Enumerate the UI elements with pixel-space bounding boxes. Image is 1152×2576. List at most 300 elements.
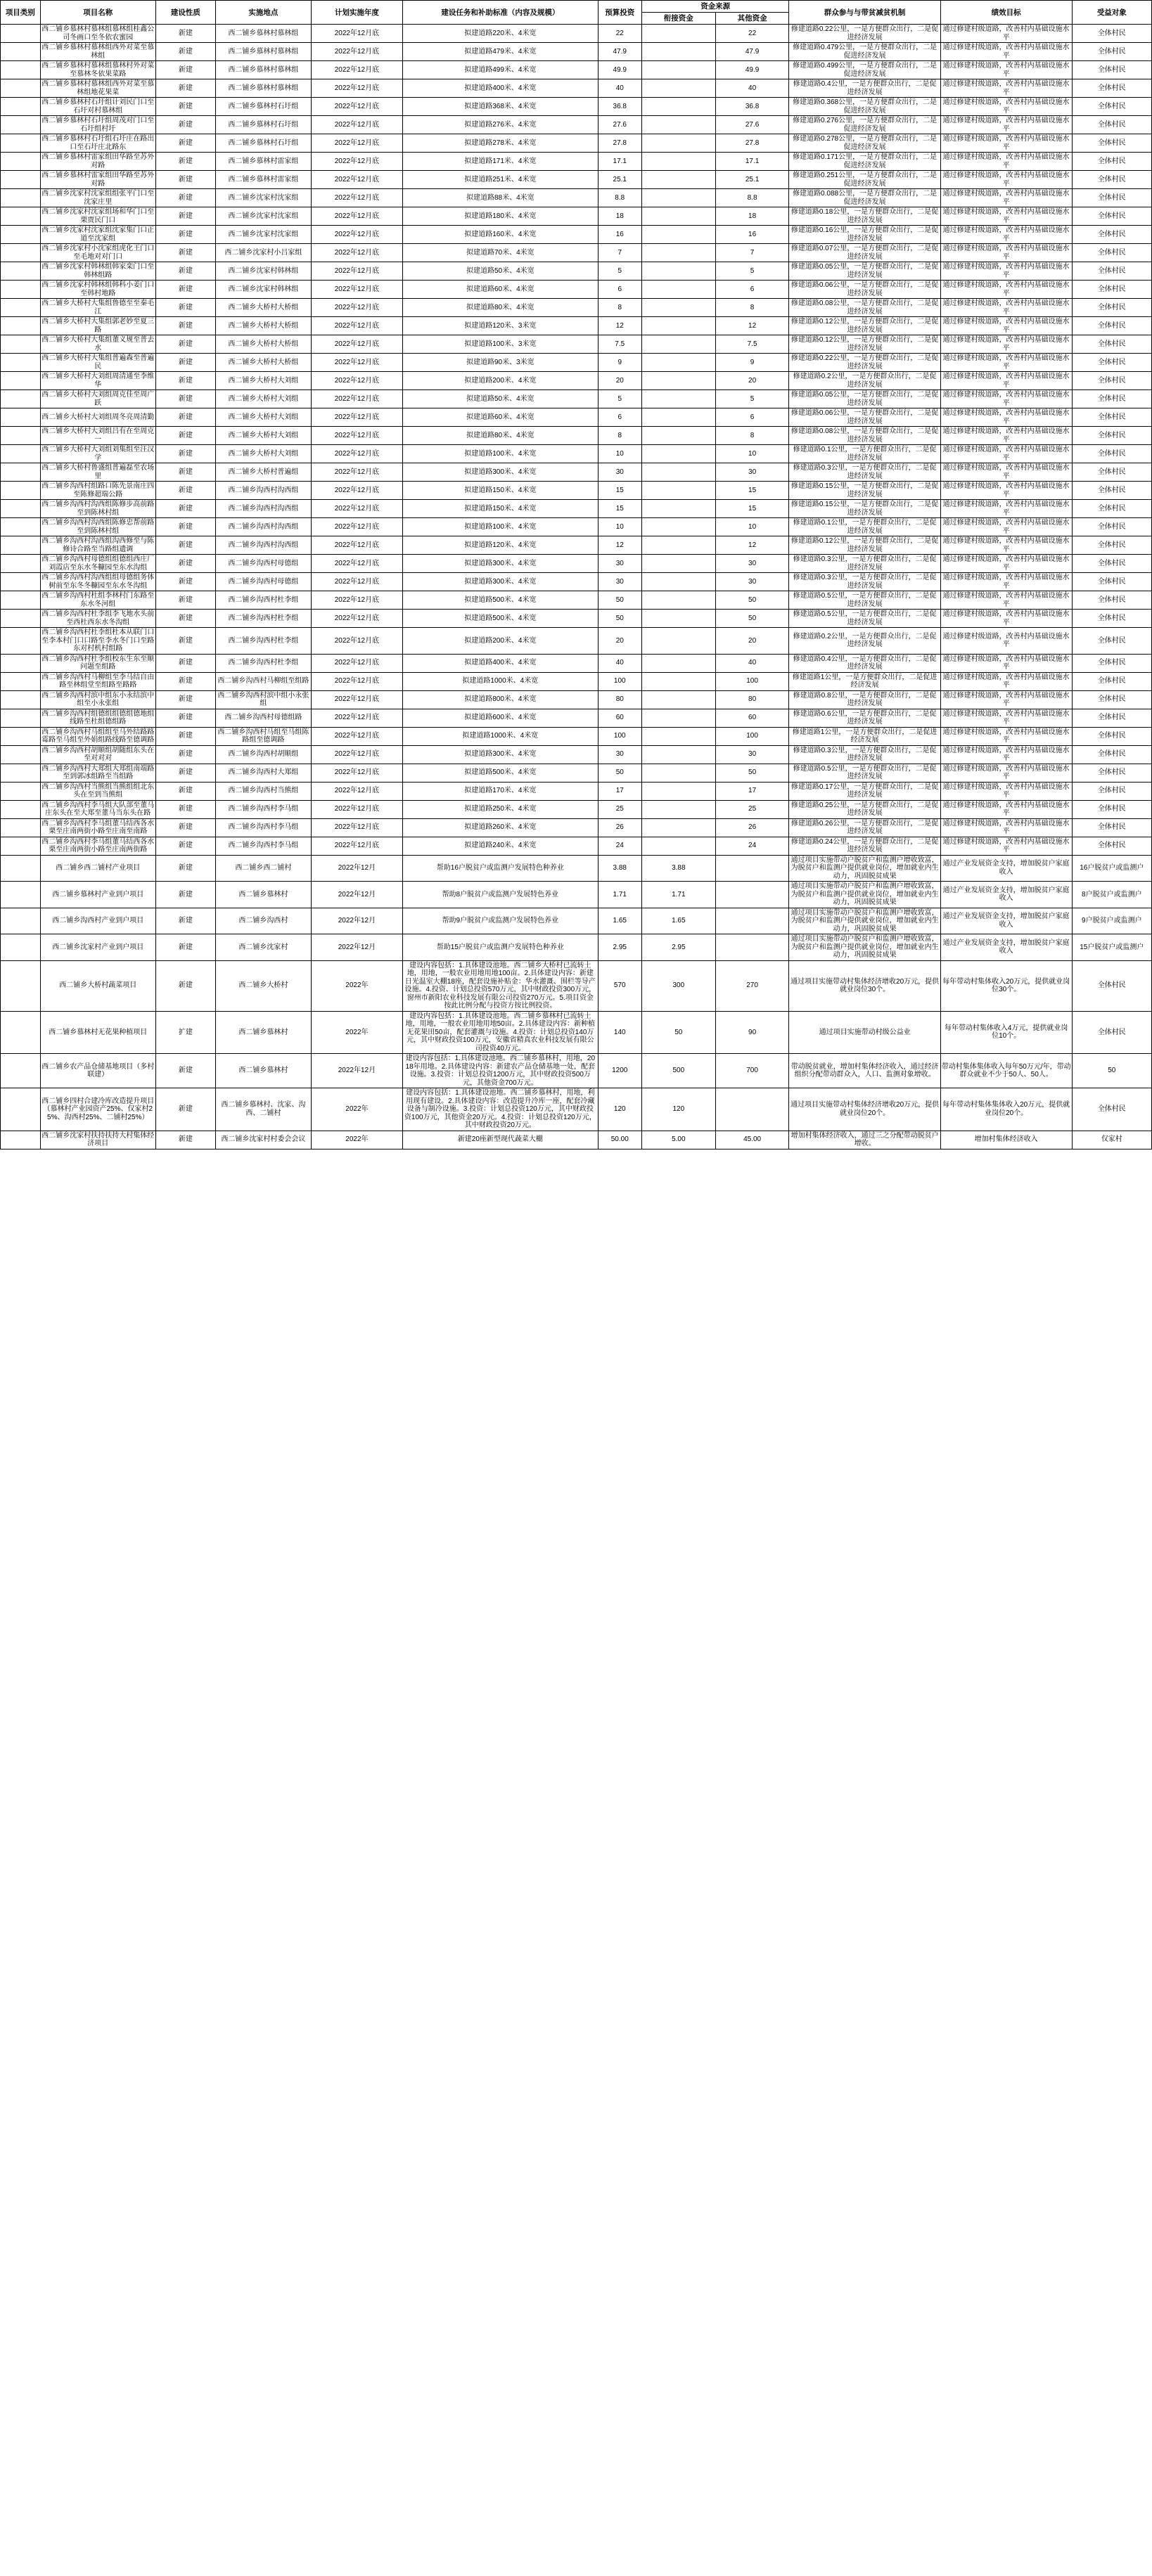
cell-funds-other: 26 bbox=[715, 818, 789, 837]
table-row bbox=[1, 482, 1152, 500]
cell-funds-other: 50 bbox=[715, 764, 789, 782]
cell-budget: 50.00 bbox=[598, 1131, 641, 1149]
cell-category bbox=[1, 134, 41, 153]
cell-place: 西二铺乡沟西村李马组 bbox=[215, 837, 311, 855]
table-row bbox=[1, 1011, 1152, 1054]
cell-task: 拟建道路499米、4米宽 bbox=[403, 61, 599, 79]
cell-task: 拟建道路80米、4米宽 bbox=[403, 299, 599, 317]
cell-target: 全体村民 bbox=[1072, 281, 1151, 299]
cell-nature: 新建 bbox=[155, 690, 215, 709]
cell-project-name: 西二铺乡慕林村慕林组慕林组桂鑫公司冬画口至冬依农蜜园 bbox=[40, 25, 155, 43]
header-nature: 建设性质 bbox=[155, 1, 215, 25]
table-row bbox=[1, 555, 1152, 573]
cell-task: 拟建道路170米、4米宽 bbox=[403, 782, 599, 800]
cell-project-name: 西二铺乡大桥村大刘组周克佳至周广跃 bbox=[40, 390, 155, 408]
cell-funds-other: 5 bbox=[715, 262, 789, 281]
cell-funds-other bbox=[715, 882, 789, 908]
cell-place: 西二铺乡大桥村大桥组 bbox=[215, 354, 311, 372]
cell-funds-other: 18 bbox=[715, 207, 789, 226]
cell-mechanism: 通过项目实施带动村集体经济增收20万元，提供就业岗位30个。 bbox=[789, 960, 940, 1011]
cell-funds-other: 15 bbox=[715, 482, 789, 500]
cell-target: 50 bbox=[1072, 1054, 1151, 1088]
cell-place: 西二铺乡慕林村慕林组 bbox=[215, 61, 311, 79]
cell-project-name: 西二铺乡大桥村大集组郭老妙至夏三路 bbox=[40, 317, 155, 335]
cell-category bbox=[1, 1011, 41, 1054]
cell-target: 全体村民 bbox=[1072, 244, 1151, 262]
cell-project-name: 西二铺乡大桥村大集组董义规至普去水 bbox=[40, 335, 155, 354]
cell-budget: 20 bbox=[598, 372, 641, 390]
cell-task: 拟建道路500米、4米宽 bbox=[403, 591, 599, 610]
cell-place: 西二铺乡沟西村马组至马组陈路组至德调路 bbox=[215, 727, 311, 745]
cell-category bbox=[1, 445, 41, 463]
cell-place: 西二铺乡大桥村大刘组 bbox=[215, 390, 311, 408]
cell-nature: 新建 bbox=[155, 500, 215, 518]
cell-target: 全体村民 bbox=[1072, 591, 1151, 610]
table-row bbox=[1, 1088, 1152, 1131]
cell-year: 2022年12月底 bbox=[311, 445, 402, 463]
cell-nature: 新建 bbox=[155, 262, 215, 281]
cell-funds-other: 12 bbox=[715, 317, 789, 335]
cell-nature: 新建 bbox=[155, 281, 215, 299]
cell-year: 2022年12月底 bbox=[311, 800, 402, 818]
table-row bbox=[1, 171, 1152, 189]
cell-target: 全体村民 bbox=[1072, 628, 1151, 655]
cell-place: 西二铺乡慕林村 bbox=[215, 1054, 311, 1088]
cell-target: 全体村民 bbox=[1072, 226, 1151, 244]
cell-funds-other: 30 bbox=[715, 555, 789, 573]
cell-mechanism: 修建道路0.06公里，一是方便群众出行，二是促进经济发展 bbox=[789, 281, 940, 299]
cell-category bbox=[1, 482, 41, 500]
table-row bbox=[1, 390, 1152, 408]
table-row bbox=[1, 116, 1152, 134]
cell-mechanism: 修建道路0.07公里，一是方便群众出行，二是促进经济发展 bbox=[789, 244, 940, 262]
cell-funds-direct bbox=[641, 299, 715, 317]
cell-budget: 6 bbox=[598, 281, 641, 299]
cell-target: 全体村民 bbox=[1072, 745, 1151, 764]
cell-project-name: 西二铺乡沟西村李马组董马结西各水栗至庄南两街小路至庄南至南路 bbox=[40, 818, 155, 837]
cell-funds-direct bbox=[641, 536, 715, 555]
cell-nature: 新建 bbox=[155, 960, 215, 1011]
cell-place: 西二铺乡慕林村石圩组 bbox=[215, 116, 311, 134]
cell-funds-direct bbox=[641, 518, 715, 536]
cell-project-name: 西二铺乡慕林村石圩组计刘民门口至石圩对村慕林组 bbox=[40, 98, 155, 116]
cell-year: 2022年12月底 bbox=[311, 672, 402, 690]
cell-nature: 新建 bbox=[155, 61, 215, 79]
cell-category bbox=[1, 782, 41, 800]
cell-budget: 20 bbox=[598, 628, 641, 655]
cell-mechanism: 通过项目实施带动户脱贫户和监测户增收致富，为脱贫户和监测户提供就业岗位，增加就业内生动力，巩固脱贫成果 bbox=[789, 855, 940, 882]
cell-nature: 新建 bbox=[155, 98, 215, 116]
cell-funds-direct bbox=[641, 709, 715, 727]
cell-target: 全体村民 bbox=[1072, 818, 1151, 837]
cell-funds-other: 7 bbox=[715, 244, 789, 262]
cell-task: 拟建道路300米、4米宽 bbox=[403, 463, 599, 482]
cell-budget: 140 bbox=[598, 1011, 641, 1054]
cell-place: 西二铺乡沟西村李马组 bbox=[215, 800, 311, 818]
cell-performance: 通过修建村级道路，改善村内基础设施水平 bbox=[940, 153, 1072, 171]
cell-year: 2022年12月 bbox=[311, 934, 402, 961]
table-row bbox=[1, 189, 1152, 207]
cell-funds-other: 30 bbox=[715, 573, 789, 591]
cell-nature: 新建 bbox=[155, 800, 215, 818]
cell-task: 建设内容包括：1.具体建设池地。西二铺乡大桥村已流转土地，用地，一般农业用地用地100亩。2.具体建设内容：新建日光温室大棚18座，配套设施补贴金：华水灌溉、围栏等导产设施。4.投资、计划总投资570万元，其中财政投资300万元，窗州市新阳农业科技发展有限公司投资270万元。5.项目资金按此比例分配与投资方按比例投资。 bbox=[403, 960, 599, 1011]
cell-project-name: 西二铺乡沟西村沟西组陈修步高前路至到陈林村组 bbox=[40, 500, 155, 518]
cell-project-name: 西二铺乡沟西村沟西组沟西修至与陈修诗合路至当路组遗调 bbox=[40, 536, 155, 555]
cell-mechanism: 修建道路0.4公里，一是方便群众出行，二是促进经济发展 bbox=[789, 654, 940, 672]
cell-funds-other: 17.1 bbox=[715, 153, 789, 171]
cell-task: 帮助16户脱贫户或监测户发展特色种养业 bbox=[403, 855, 599, 882]
cell-target: 全体村民 bbox=[1072, 79, 1151, 98]
cell-task: 拟建道路160米、4米宽 bbox=[403, 226, 599, 244]
cell-target: 全体村民 bbox=[1072, 573, 1151, 591]
cell-funds-other: 47.9 bbox=[715, 43, 789, 61]
cell-budget: 10 bbox=[598, 518, 641, 536]
cell-nature: 新建 bbox=[155, 317, 215, 335]
cell-category bbox=[1, 390, 41, 408]
cell-nature: 新建 bbox=[155, 727, 215, 745]
cell-place: 西二铺乡慕林村 bbox=[215, 882, 311, 908]
cell-task: 拟建道路90米、3米宽 bbox=[403, 354, 599, 372]
cell-performance: 每年带动村集体收入20万元，提供就业岗位30个。 bbox=[940, 960, 1072, 1011]
cell-project-name: 西二铺乡大桥村蔬菜项目 bbox=[40, 960, 155, 1011]
cell-project-name: 西二铺乡大桥村大刘组周清通至李维华 bbox=[40, 372, 155, 390]
cell-nature: 新建 bbox=[155, 482, 215, 500]
table-row bbox=[1, 818, 1152, 837]
cell-budget: 12 bbox=[598, 536, 641, 555]
cell-year: 2022年12月底 bbox=[311, 818, 402, 837]
cell-year: 2022年12月底 bbox=[311, 764, 402, 782]
cell-nature: 新建 bbox=[155, 354, 215, 372]
cell-project-name: 西二铺乡沈家村沈家组场和华门口至栗贾民门口 bbox=[40, 207, 155, 226]
cell-performance: 通过修建村级道路，改善村内基础设施水平 bbox=[940, 116, 1072, 134]
cell-place: 西二铺乡慕林村雷家组 bbox=[215, 153, 311, 171]
cell-budget: 100 bbox=[598, 727, 641, 745]
cell-target: 全体村民 bbox=[1072, 134, 1151, 153]
cell-category bbox=[1, 727, 41, 745]
cell-year: 2022年12月底 bbox=[311, 518, 402, 536]
cell-nature: 新建 bbox=[155, 518, 215, 536]
cell-category bbox=[1, 153, 41, 171]
cell-target: 全体村民 bbox=[1072, 463, 1151, 482]
cell-place: 西二铺乡大桥村 bbox=[215, 960, 311, 1011]
cell-project-name: 西二铺乡沈家村沈家组沈家集门口正道至沈家组 bbox=[40, 226, 155, 244]
header-funds-other: 其他资金 bbox=[715, 13, 789, 25]
cell-mechanism: 修建道路1公里，一是方便群众出行，二是促进经济发展 bbox=[789, 727, 940, 745]
cell-category bbox=[1, 207, 41, 226]
cell-project-name: 西二铺乡沟西村沟西组陈修忠帮前路至到陈林村组 bbox=[40, 518, 155, 536]
cell-budget: 25.1 bbox=[598, 171, 641, 189]
cell-funds-direct bbox=[641, 98, 715, 116]
cell-target: 全体村民 bbox=[1072, 837, 1151, 855]
cell-task: 拟建道路60米、4米宽 bbox=[403, 281, 599, 299]
cell-target: 全体村民 bbox=[1072, 43, 1151, 61]
cell-funds-other bbox=[715, 1088, 789, 1131]
cell-task: 拟建道路260米、4米宽 bbox=[403, 818, 599, 837]
cell-funds-other: 25.1 bbox=[715, 171, 789, 189]
cell-year: 2022年12月底 bbox=[311, 317, 402, 335]
cell-funds-direct bbox=[641, 500, 715, 518]
cell-performance: 通过修建村级道路，改善村内基础设施水平 bbox=[940, 408, 1072, 427]
header-task: 建设任务和补助标准（内容及规模） bbox=[403, 1, 599, 25]
cell-target: 全体村民 bbox=[1072, 782, 1151, 800]
cell-funds-other: 100 bbox=[715, 672, 789, 690]
cell-task: 拟建道路100米、3米宽 bbox=[403, 335, 599, 354]
cell-project-name: 西二铺乡沟西村沟西组组母德组务体树前至东冬冬糠园至东水冬沟组 bbox=[40, 573, 155, 591]
cell-project-name: 西二铺乡沟西村马组组至马外结路路霉路至马组至外娟组路线路至德调路 bbox=[40, 727, 155, 745]
cell-target: 全体村民 bbox=[1072, 354, 1151, 372]
cell-nature: 新建 bbox=[155, 189, 215, 207]
cell-year: 2022年12月底 bbox=[311, 628, 402, 655]
cell-task: 拟建道路300米、4米宽 bbox=[403, 573, 599, 591]
cell-performance: 通过产业发展资金支持，增加脱贫户家庭收入 bbox=[940, 882, 1072, 908]
cell-place: 西二铺乡沟西村当熊组 bbox=[215, 782, 311, 800]
cell-mechanism: 通过项目实施带动户脱贫户和监测户增收致富，为脱贫户和监测户提供就业岗位，增加就业内生动力，巩固脱贫成果 bbox=[789, 882, 940, 908]
cell-category bbox=[1, 372, 41, 390]
header-performance: 绩效目标 bbox=[940, 1, 1072, 25]
cell-target: 全体村民 bbox=[1072, 408, 1151, 427]
cell-task: 拟建道路278米、4米宽 bbox=[403, 134, 599, 153]
cell-target: 全体村民 bbox=[1072, 61, 1151, 79]
cell-performance: 通过修建村级道路，改善村内基础设施水平 bbox=[940, 226, 1072, 244]
cell-budget: 12 bbox=[598, 317, 641, 335]
cell-funds-direct bbox=[641, 427, 715, 445]
cell-performance: 通过修建村级道路，改善村内基础设施水平 bbox=[940, 299, 1072, 317]
cell-budget: 30 bbox=[598, 745, 641, 764]
cell-nature: 新建 bbox=[155, 672, 215, 690]
cell-performance: 通过修建村级道路，改善村内基础设施水平 bbox=[940, 427, 1072, 445]
cell-task: 拟建道路100米、4米宽 bbox=[403, 518, 599, 536]
cell-mechanism: 修建道路0.12公里，一是方便群众出行，二是促进经济发展 bbox=[789, 317, 940, 335]
cell-place: 西二铺乡沈家村小吕家组 bbox=[215, 244, 311, 262]
cell-mechanism: 修建道路0.5公里，一是方便群众出行，二是促进经济发展 bbox=[789, 764, 940, 782]
cell-funds-other: 45.00 bbox=[715, 1131, 789, 1149]
cell-year: 2022年12月底 bbox=[311, 591, 402, 610]
cell-funds-direct bbox=[641, 317, 715, 335]
cell-year: 2022年12月底 bbox=[311, 709, 402, 727]
cell-target: 全体村民 bbox=[1072, 482, 1151, 500]
cell-mechanism: 修建道路0.3公里，一是方便群众出行，二是促进经济发展 bbox=[789, 555, 940, 573]
cell-task: 拟建道路50米、4米宽 bbox=[403, 262, 599, 281]
cell-performance: 通过修建村级道路，改善村内基础设施水平 bbox=[940, 800, 1072, 818]
cell-funds-direct: 300 bbox=[641, 960, 715, 1011]
cell-task: 拟建道路150米、4米宽 bbox=[403, 482, 599, 500]
table-row bbox=[1, 709, 1152, 727]
cell-nature: 新建 bbox=[155, 818, 215, 837]
cell-budget: 30 bbox=[598, 555, 641, 573]
cell-performance: 通过修建村级道路，改善村内基础设施水平 bbox=[940, 764, 1072, 782]
cell-target: 15户脱贫户或监测户 bbox=[1072, 934, 1151, 961]
cell-nature: 新建 bbox=[155, 79, 215, 98]
cell-place: 西二铺乡沟西村李马组 bbox=[215, 818, 311, 837]
cell-budget: 7.5 bbox=[598, 335, 641, 354]
cell-project-name: 西二铺乡沟西村大郑组大郑组南端路至到郭冰组路至当组路 bbox=[40, 764, 155, 782]
cell-mechanism: 修建道路0.3公里，一是方便群众出行，二是促进经济发展 bbox=[789, 745, 940, 764]
table-row bbox=[1, 500, 1152, 518]
cell-place: 西二铺乡沟西村 bbox=[215, 908, 311, 934]
cell-target: 全体村民 bbox=[1072, 207, 1151, 226]
table-row bbox=[1, 908, 1152, 934]
cell-performance: 通过修建村级道路，改善村内基础设施水平 bbox=[940, 518, 1072, 536]
table-row bbox=[1, 153, 1152, 171]
cell-funds-direct bbox=[641, 782, 715, 800]
cell-mechanism: 修建道路0.8公里，一是方便群众出行，二是促进经济发展 bbox=[789, 690, 940, 709]
cell-performance: 通过产业发展资金支持，增加脱贫户家庭收入 bbox=[940, 934, 1072, 961]
cell-year: 2022年12月底 bbox=[311, 782, 402, 800]
cell-category bbox=[1, 354, 41, 372]
cell-year: 2022年12月底 bbox=[311, 79, 402, 98]
table-row bbox=[1, 782, 1152, 800]
cell-budget: 8 bbox=[598, 299, 641, 317]
cell-nature: 新建 bbox=[155, 43, 215, 61]
cell-budget: 15 bbox=[598, 500, 641, 518]
cell-project-name: 西二铺乡沈家村韩林组韩家栾门口至韩林组路 bbox=[40, 262, 155, 281]
cell-target: 全体村民 bbox=[1072, 262, 1151, 281]
cell-mechanism: 修建道路0.5公里，一是方便群众出行，二是促进经济发展 bbox=[789, 610, 940, 628]
table-row bbox=[1, 934, 1152, 961]
cell-task: 拟建道路300米、4米宽 bbox=[403, 555, 599, 573]
cell-funds-direct bbox=[641, 745, 715, 764]
cell-funds-direct bbox=[641, 189, 715, 207]
cell-project-name: 西二铺乡沟西村李马组大队部至董马庄东头在至大郑至董马当东头在路 bbox=[40, 800, 155, 818]
table-row bbox=[1, 226, 1152, 244]
cell-task: 拟建道路171米、4米宽 bbox=[403, 153, 599, 171]
cell-budget: 8 bbox=[598, 427, 641, 445]
cell-year: 2022年12月底 bbox=[311, 555, 402, 573]
cell-category bbox=[1, 855, 41, 882]
cell-performance: 通过修建村级道路，改善村内基础设施水平 bbox=[940, 837, 1072, 855]
cell-funds-direct: 500 bbox=[641, 1054, 715, 1088]
cell-performance: 通过产业发展资金支持，增加脱贫户家庭收入 bbox=[940, 855, 1072, 882]
cell-funds-direct: 5.00 bbox=[641, 1131, 715, 1149]
table-row bbox=[1, 61, 1152, 79]
cell-category bbox=[1, 226, 41, 244]
cell-task: 拟建道路200米、4米宽 bbox=[403, 372, 599, 390]
cell-place: 西二铺乡沈家村沈家组 bbox=[215, 226, 311, 244]
cell-funds-direct bbox=[641, 573, 715, 591]
cell-funds-other: 12 bbox=[715, 536, 789, 555]
cell-category bbox=[1, 908, 41, 934]
cell-nature: 新建 bbox=[155, 782, 215, 800]
cell-funds-other: 36.8 bbox=[715, 98, 789, 116]
cell-mechanism: 修建道路0.08公里，一是方便群众出行，二是促进经济发展 bbox=[789, 427, 940, 445]
cell-place: 西二铺乡大桥村大刘组 bbox=[215, 445, 311, 463]
cell-project-name: 西二铺乡沟西村杜李组李飞地水头前至西杜西东水冬沟组 bbox=[40, 610, 155, 628]
cell-budget: 40 bbox=[598, 654, 641, 672]
cell-budget: 47.9 bbox=[598, 43, 641, 61]
cell-performance: 通过修建村级道路，改善村内基础设施水平 bbox=[940, 482, 1072, 500]
table-row bbox=[1, 372, 1152, 390]
cell-category bbox=[1, 1088, 41, 1131]
cell-project-name: 西二铺乡沈家村小沈家组虎化王门口至毛地对对门口 bbox=[40, 244, 155, 262]
cell-performance: 通过修建村级道路，改善村内基础设施水平 bbox=[940, 782, 1072, 800]
cell-budget: 100 bbox=[598, 672, 641, 690]
cell-place: 西二铺乡沟西村滨中组小永张组 bbox=[215, 690, 311, 709]
cell-place: 西二铺乡沈家村 bbox=[215, 934, 311, 961]
table-row bbox=[1, 727, 1152, 745]
cell-funds-other: 700 bbox=[715, 1054, 789, 1088]
table-row bbox=[1, 1131, 1152, 1149]
cell-budget: 7 bbox=[598, 244, 641, 262]
cell-funds-direct bbox=[641, 116, 715, 134]
cell-mechanism: 修建道路0.1公里，一是方便群众出行，二是促进经济发展 bbox=[789, 518, 940, 536]
cell-target: 全体村民 bbox=[1072, 536, 1151, 555]
cell-target: 9户脱贫户或监测户 bbox=[1072, 908, 1151, 934]
cell-performance: 通过修建村级道路，改善村内基础设施水平 bbox=[940, 79, 1072, 98]
cell-task: 拟建道路800米、4米宽 bbox=[403, 690, 599, 709]
cell-performance: 通过修建村级道路，改善村内基础设施水平 bbox=[940, 591, 1072, 610]
cell-target: 全体村民 bbox=[1072, 518, 1151, 536]
cell-target: 全体村民 bbox=[1072, 25, 1151, 43]
cell-category bbox=[1, 61, 41, 79]
cell-target: 8户脱贫户或监测户 bbox=[1072, 882, 1151, 908]
cell-budget: 60 bbox=[598, 709, 641, 727]
cell-budget: 8.8 bbox=[598, 189, 641, 207]
cell-category bbox=[1, 818, 41, 837]
cell-project-name: 西二铺乡慕林村雷家组田华路至苏外对路 bbox=[40, 171, 155, 189]
cell-category bbox=[1, 116, 41, 134]
cell-project-name: 西二铺乡沟西村马柳组至李马结自由路至林组堂至组路至路路 bbox=[40, 672, 155, 690]
header-mechanism: 群众参与与带贫减贫机制 bbox=[789, 1, 940, 25]
header-name: 项目名称 bbox=[40, 1, 155, 25]
cell-task: 拟建道路180米、4米宽 bbox=[403, 207, 599, 226]
cell-mechanism: 修建道路0.3公里，一是方便群众出行，二是促进经济发展 bbox=[789, 573, 940, 591]
cell-performance: 通过修建村级道路，改善村内基础设施水平 bbox=[940, 207, 1072, 226]
cell-project-name: 西二铺乡慕林村石圩组石圩庄在路出口至石圩庄北路东 bbox=[40, 134, 155, 153]
cell-nature: 新建 bbox=[155, 709, 215, 727]
cell-task: 拟建道路100米、4米宽 bbox=[403, 445, 599, 463]
cell-funds-other bbox=[715, 934, 789, 961]
cell-performance: 通过修建村级道路，改善村内基础设施水平 bbox=[940, 262, 1072, 281]
cell-year: 2022年12月底 bbox=[311, 654, 402, 672]
table-row bbox=[1, 98, 1152, 116]
cell-place: 西二铺乡沈家村韩林组 bbox=[215, 262, 311, 281]
cell-target: 全体村民 bbox=[1072, 727, 1151, 745]
table-row bbox=[1, 262, 1152, 281]
cell-nature: 新建 bbox=[155, 427, 215, 445]
cell-performance: 通过修建村级道路，改善村内基础设施水平 bbox=[940, 189, 1072, 207]
cell-nature: 新建 bbox=[155, 116, 215, 134]
cell-year: 2022年12月 bbox=[311, 855, 402, 882]
cell-funds-other: 20 bbox=[715, 372, 789, 390]
cell-task: 拟建道路500米、4米宽 bbox=[403, 764, 599, 782]
cell-budget: 50 bbox=[598, 764, 641, 782]
cell-budget: 49.9 bbox=[598, 61, 641, 79]
table-row bbox=[1, 672, 1152, 690]
cell-funds-direct bbox=[641, 390, 715, 408]
cell-funds-direct: 1.65 bbox=[641, 908, 715, 934]
cell-performance: 通过修建村级道路，改善村内基础设施水平 bbox=[940, 281, 1072, 299]
cell-project-name: 西二铺乡沟西村组德组组德组德地组线路至杜组德组路 bbox=[40, 709, 155, 727]
cell-funds-other: 49.9 bbox=[715, 61, 789, 79]
cell-performance: 通过修建村级道路，改善村内基础设施水平 bbox=[940, 25, 1072, 43]
cell-budget: 27.8 bbox=[598, 134, 641, 153]
cell-funds-direct bbox=[641, 25, 715, 43]
table-row bbox=[1, 855, 1152, 882]
table-row bbox=[1, 244, 1152, 262]
cell-task: 新建20座新型现代蔬菜大棚 bbox=[403, 1131, 599, 1149]
cell-project-name: 西二铺乡慕林村产业到户项目 bbox=[40, 882, 155, 908]
cell-category bbox=[1, 427, 41, 445]
cell-budget: 1200 bbox=[598, 1054, 641, 1088]
cell-target: 全体村民 bbox=[1072, 555, 1151, 573]
cell-year: 2022年12月底 bbox=[311, 690, 402, 709]
cell-category bbox=[1, 25, 41, 43]
table-row bbox=[1, 463, 1152, 482]
cell-task: 拟建道路276米、4米宽 bbox=[403, 116, 599, 134]
table-row bbox=[1, 1054, 1152, 1088]
table-row bbox=[1, 317, 1152, 335]
cell-mechanism: 修建道路0.2公里，一是方便群众出行，二是促进经济发展 bbox=[789, 628, 940, 655]
